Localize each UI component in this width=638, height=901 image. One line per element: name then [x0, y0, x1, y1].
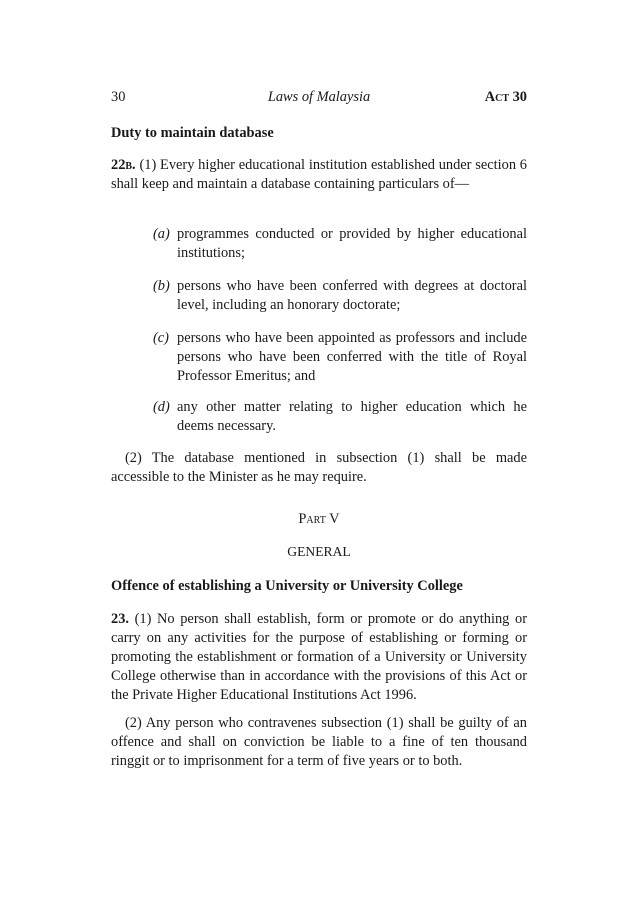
list-item-text: persons who have been conferred with degrees at doctoral level, including an honorary doctorate;: [177, 278, 527, 313]
part-label: Part V: [298, 511, 340, 527]
section-23-subsection-1-text: (1) No person shall establish, form or promote or do anything or carry on any activities for the purpose of establishing or forming or promoting the establishment or formation of a University or University College otherwise than in accordance with the provisions of this Act or the Private Higher Educational Institutions Act 1996.: [111, 611, 527, 703]
section-23-number: 23.: [111, 611, 129, 627]
section-22b-heading: Duty to maintain database: [111, 125, 274, 141]
section-22b-subsection-1: [111, 156, 527, 194]
list-item-label: (a): [153, 226, 170, 242]
list-item-text: persons who have been appointed as professors and include persons who have been conferred with the title of Royal Professor Emeritus; and: [177, 330, 527, 384]
list-item-label: (d): [153, 399, 170, 415]
section-22b-subsection-2: (2) The database mentioned in subsection (1) shall be made accessible to the Minister as he may require.: [111, 450, 527, 485]
page-number: 30: [111, 89, 126, 105]
act-number: Act 30: [484, 89, 527, 105]
running-title: Laws of Malaysia: [267, 89, 371, 105]
document-page: [111, 0, 527, 901]
section-23-subsection-2: (2) Any person who contravenes subsection (1) shall be guilty of an offence and shall on conviction be liable to a fine of ten thousand ringgit or to imprisonment for a term of five years or to both.: [111, 715, 527, 769]
list-item-label: (b): [153, 278, 170, 294]
part-title: GENERAL: [287, 544, 351, 559]
list-item-b: [153, 277, 527, 315]
list-item-c: [153, 329, 527, 386]
list-item-d: [153, 398, 527, 436]
section-23-heading: Offence of establishing a University or University College: [111, 578, 463, 594]
section-22b-intro-text: (1) Every higher educational institution established under section 6 shall keep and maintain a database containing particulars of—: [111, 157, 528, 192]
list-item-label: (c): [153, 330, 169, 346]
list-item-text: programmes conducted or provided by higher educational institutions;: [177, 226, 527, 261]
list-item-text: any other matter relating to higher education which he deems necessary.: [177, 399, 527, 434]
section-22b-number: 22b.: [111, 157, 136, 173]
list-item-a: [153, 225, 527, 263]
section-23-subsection-1: [111, 610, 527, 705]
page-header: [111, 89, 527, 109]
